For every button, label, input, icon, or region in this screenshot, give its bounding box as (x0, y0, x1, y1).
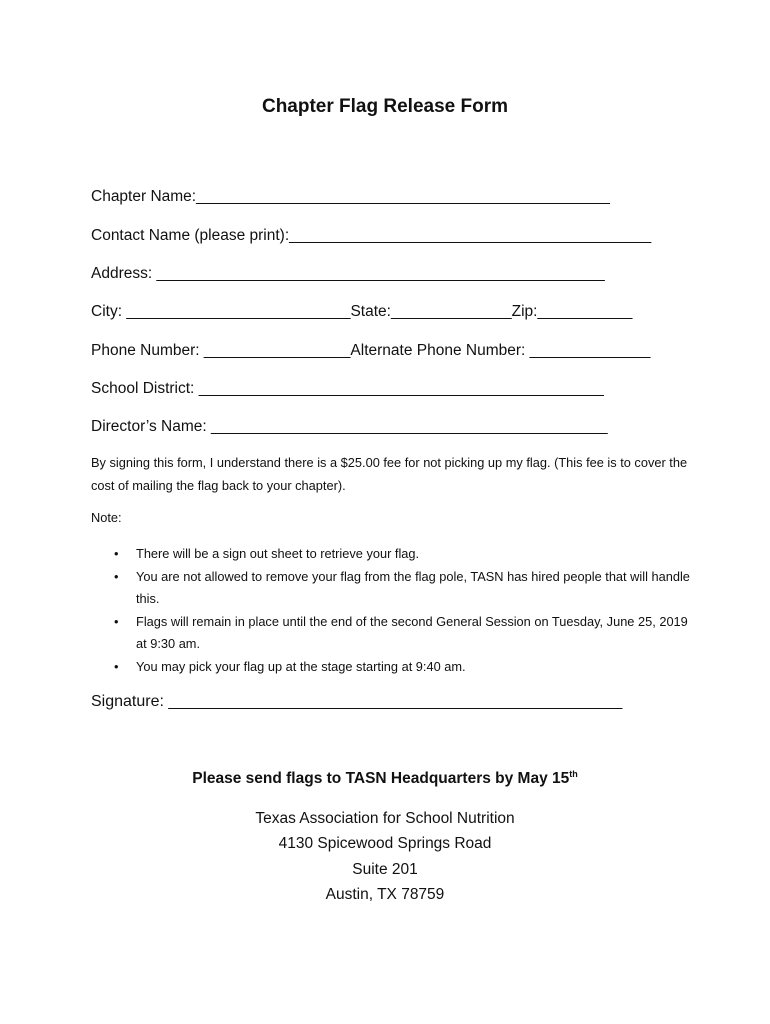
alt-phone-label: Alternate Phone Number: (350, 342, 526, 359)
bullet-icon: • (114, 658, 119, 674)
chapter-name-field[interactable] (91, 187, 610, 207)
address-street: 4130 Spicewood Springs Road (278, 835, 492, 853)
school-district-line[interactable]: _______________________________________________ (198, 380, 604, 397)
send-superscript: th (569, 769, 578, 779)
mailing-address (0, 806, 770, 907)
note-label: Note: (91, 510, 122, 525)
director-name-field[interactable] (91, 417, 608, 437)
contact-name-label: Contact Name (please print): (91, 227, 290, 244)
bullet-icon: • (114, 568, 119, 584)
address-line[interactable]: ____________________________________________________ (156, 265, 605, 282)
school-district-label: School District: (91, 380, 195, 397)
city-label: City: (91, 303, 122, 320)
list-item (91, 611, 691, 656)
city-state-zip-row (91, 302, 632, 322)
send-text: Please send flags to TASN Headquarters by May 15 (192, 770, 570, 788)
list-item (91, 543, 691, 566)
list-item (91, 656, 691, 679)
address-label: Address: (91, 265, 153, 282)
phone-label: Phone Number: (91, 342, 200, 359)
bullet-icon: • (114, 613, 119, 629)
address-city: Austin, TX 78759 (325, 885, 445, 903)
address-org: Texas Association for School Nutrition (255, 810, 515, 827)
chapter-name-line[interactable]: ________________________________________________ (196, 188, 610, 205)
school-district-field[interactable] (91, 379, 604, 399)
director-name-label: Director’s Name: (91, 418, 207, 435)
phone-line[interactable]: _________________ (203, 342, 351, 359)
signature-label: Signature: (91, 693, 164, 710)
notes-list (91, 543, 691, 678)
agreement-text: By signing this form, I understand there is a $25.00 fee for not picking up my flag. (This fee is to cover the cost of mailing the flag back to your chapter). (91, 455, 688, 493)
note-text: Flags will remain in place until the end of the second General Session on Tuesday, June 25, 2019 at 9:30 am. (136, 613, 688, 651)
contact-name-field[interactable] (91, 226, 651, 246)
contact-name-line[interactable]: __________________________________________ (289, 227, 652, 244)
state-label: State: (350, 303, 391, 320)
list-item (91, 566, 691, 611)
note-text: There will be a sign out sheet to retrieve your flag. (136, 546, 420, 561)
note-text: You are not allowed to remove your flag from the flag pole, TASN has hired people that will handle this. (136, 568, 690, 606)
signature-line[interactable]: ___________________________________________________ (168, 693, 623, 710)
zip-label: Zip: (511, 303, 538, 320)
city-line[interactable]: __________________________ (126, 303, 351, 320)
signature-field[interactable] (91, 692, 622, 712)
bullet-icon: • (114, 546, 119, 561)
send-instructions (0, 769, 770, 788)
note-text: You may pick your flag up at the stage starting at 9:40 am. (136, 658, 466, 674)
form-title: Chapter Flag Release Form (261, 96, 509, 117)
zip-line[interactable]: ___________ (537, 303, 633, 320)
address-suite: Suite 201 (352, 860, 418, 878)
state-line[interactable]: ______________ (390, 303, 512, 320)
chapter-name-label: Chapter Name: (91, 188, 197, 205)
address-field[interactable] (91, 264, 605, 284)
alt-phone-line[interactable]: ______________ (529, 342, 651, 359)
phone-row (91, 341, 650, 361)
director-name-line[interactable]: ______________________________________________ (211, 418, 608, 435)
